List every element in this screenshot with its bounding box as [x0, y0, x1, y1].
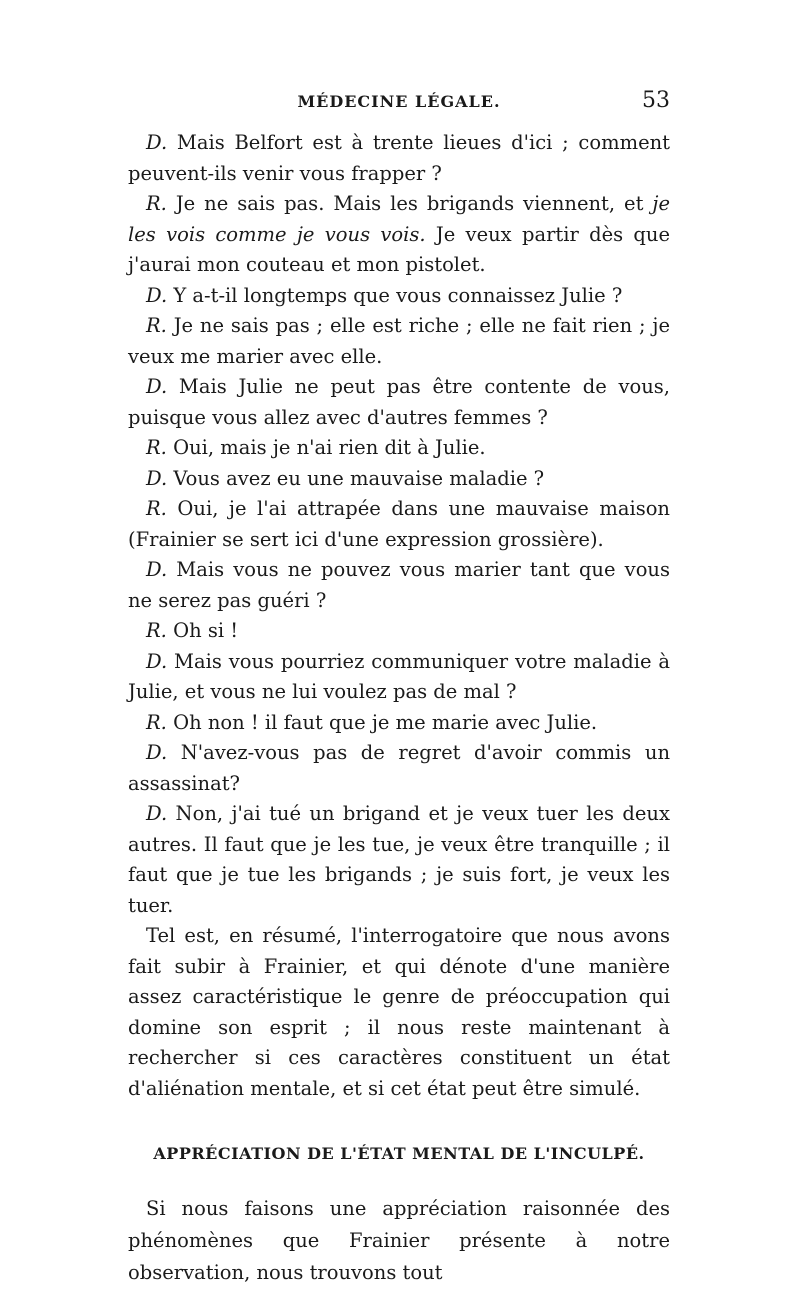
speaker-label: R.: [146, 314, 167, 337]
speaker-label: D.: [146, 649, 168, 673]
dialogue-text-italic: je les vois comme je vous vois.: [128, 192, 670, 246]
dialogue-line-4: [128, 311, 670, 372]
dialogue-text: Oh non ! il faut que je me marie avec Julie.: [173, 710, 598, 734]
dialogue-text: N'avez-vous pas de regret d'avoir commis un assassinat?: [128, 741, 670, 795]
dialogue-text: Mais vous pourriez communiquer votre maladie à Julie, et vous ne lui voulez pas de mal ?: [128, 649, 670, 703]
summary-paragraph: Tel est, en résumé, l'interrogatoire que nous avons fait subir à Frainier, et qui dénote d'une manière assez caractéristique le genre de préoccupation qui domine son esprit ; il nous reste maintenant à rechercher si ces caractères constituent un état d'aliénation mentale, et si cet état peut être simulé.: [128, 924, 670, 1100]
dialogue-text: Y a-t-il longtemps que vous connaissez Julie ?: [173, 283, 623, 307]
dialogue-text: Oh si !: [173, 619, 239, 642]
speaker-label: R.: [146, 497, 167, 520]
speaker-label: R.: [146, 192, 167, 215]
closing-block: [128, 1193, 670, 1289]
speaker-label: D.: [146, 466, 168, 490]
dialogue-text: Vous avez eu une mauvaise maladie ?: [173, 466, 545, 490]
speaker-label: D.: [146, 558, 168, 581]
dialogue-line-6: [128, 433, 670, 464]
dialogue-text: Je veux partir dès que j'aurai mon couteau et mon pistolet.: [128, 222, 670, 276]
dialogue-text: Mais Belfort est à trente lieues d'ici ; comment peuvent-ils venir vous frapper ?: [128, 131, 671, 185]
dialogue-line-7: [128, 464, 670, 495]
dialogue-text: Oui, je l'ai attrapée dans une mauvaise maison (Frainier se sert ici d'une expression grossière).: [128, 497, 670, 551]
dialogue-text: Mais Julie ne peut pas être contente de vous, puisque vous allez avec d'autres femmes ?: [128, 375, 670, 429]
speaker-label: R.: [146, 619, 167, 642]
speaker-label: D.: [146, 741, 168, 764]
running-head: [128, 88, 670, 128]
section-heading: APPRÉCIATION DE L'ÉTAT MENTAL DE L'INCULPÉ.: [153, 1144, 645, 1163]
speaker-label: R.: [146, 436, 167, 459]
dialogue-text: Oui, mais je n'ai rien dit à Julie.: [173, 436, 486, 459]
dialogue-line-12: [128, 708, 670, 739]
dialogue-line-8: [128, 494, 670, 555]
dialogue-line-1: [128, 128, 670, 189]
running-title: MÉDECINE LÉGALE.: [297, 92, 501, 111]
dialogue-line-14: [128, 799, 670, 921]
dialogue-block: [128, 128, 670, 1104]
closing-paragraph: Si nous faisons une appréciation raisonnée des phénomènes que Frainier présente à notre observation, nous trouvons tout: [128, 1197, 670, 1284]
dialogue-text: Je ne sais pas ; elle est riche ; elle ne fait rien ; je veux me marier avec elle.: [128, 314, 670, 368]
dialogue-text: Mais vous ne pouvez vous marier tant que vous ne serez pas guéri ?: [128, 558, 670, 612]
book-page: [128, 88, 670, 1289]
dialogue-line-9: [128, 555, 670, 616]
dialogue-line-3: [128, 281, 670, 312]
speaker-label: R.: [146, 710, 167, 734]
speaker-label: D.: [146, 375, 168, 398]
speaker-label: D.: [146, 131, 168, 154]
dialogue-line-5: [128, 372, 670, 433]
speaker-label: D.: [146, 283, 168, 307]
speaker-label: D.: [146, 802, 168, 825]
dialogue-text: Je ne sais pas. Mais les brigands viennent, et: [175, 192, 644, 215]
dialogue-line-13: [128, 738, 670, 799]
dialogue-line-2: [128, 189, 670, 281]
dialogue-text: Non, j'ai tué un brigand et je veux tuer les deux autres. Il faut que je les tue, je veux être tranquille ; il faut que je tue les brigands ; je suis fort, je veux les tuer.: [128, 802, 670, 917]
page-number: 53: [642, 88, 670, 113]
dialogue-line-11: [128, 647, 670, 708]
dialogue-line-10: [128, 616, 670, 647]
